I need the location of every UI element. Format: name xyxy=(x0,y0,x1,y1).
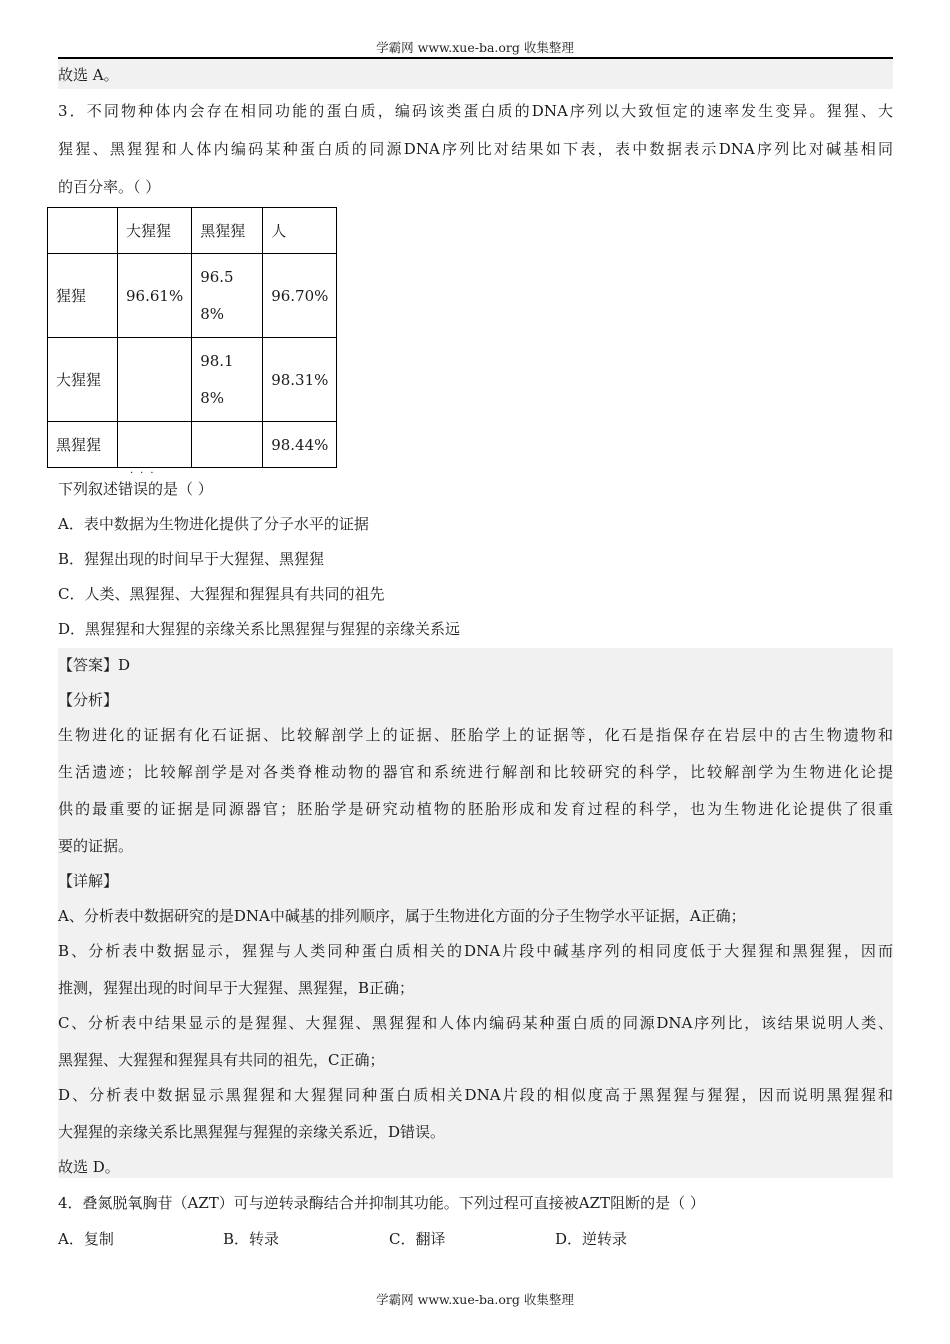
table-cell: 98.31% xyxy=(263,338,337,422)
q3-option-d: D．黑猩猩和大猩猩的亲缘关系比黑猩猩与猩猩的亲缘关系远 xyxy=(58,620,461,638)
table-row xyxy=(48,338,337,422)
table-row-label: 大猩猩 xyxy=(48,338,118,422)
table-cell: 96.70% xyxy=(263,254,337,338)
table-row xyxy=(48,254,337,338)
table-cell xyxy=(118,422,192,468)
prev-answer-shade xyxy=(58,59,893,89)
table-header-cell: 人 xyxy=(263,208,337,254)
analysis-line-4: 要的证据。 xyxy=(58,837,134,855)
table-row xyxy=(48,422,337,468)
q3-option-a: A．表中数据为生物进化提供了分子水平的证据 xyxy=(58,515,369,533)
table-row-label: 猩猩 xyxy=(48,254,118,338)
dna-comparison-table xyxy=(47,207,337,468)
table-header-cell: 黑猩猩 xyxy=(192,208,263,254)
analysis-title: 【分析】 xyxy=(58,691,119,709)
detail-line-a: A、分析表中数据研究的是DNA中碱基的排列顺序，属于生物进化方面的分子生物学水平证据，A正确； xyxy=(58,907,746,925)
table-header-cell xyxy=(48,208,118,254)
table-cell: 96.61% xyxy=(118,254,192,338)
table-row-label: 黑猩猩 xyxy=(48,422,118,468)
q4-stem: 4．叠氮脱氧胸苷（AZT）可与逆转录酶结合并抑制其功能。下列过程可直接被AZT阻断的是（ ） xyxy=(58,1194,705,1212)
detail-conclusion: 故选 D。 xyxy=(58,1158,120,1176)
page-header: 学霸网 www.xue-ba.org 收集整理 xyxy=(376,40,574,55)
table-cell xyxy=(118,338,192,422)
emphasis-dots: ··· xyxy=(130,468,161,479)
detail-line-c1: C、分析表中结果显示的是猩猩、大猩猩、黑猩猩和人体内编码某种蛋白质的同源DNA序列比，该结果说明人类、 xyxy=(58,1014,893,1032)
analysis-line-2: 生活遗迹；比较解剖学是对各类脊椎动物的器官和系统进行解剖和比较研究的科学，比较解剖学为生物进化论提 xyxy=(58,763,893,781)
table-cell: 98.44% xyxy=(263,422,337,468)
q3-option-c: C．人类、黑猩猩、大猩猩和猩猩具有共同的祖先 xyxy=(58,585,385,603)
table-header-cell: 大猩猩 xyxy=(118,208,192,254)
table-cell xyxy=(192,422,263,468)
q4-option-d: D．逆转录 xyxy=(555,1230,628,1248)
q3-stem-line-3: 的百分率。（ ） xyxy=(58,178,161,196)
detail-line-b2: 推测，猩猩出现的时间早于大猩猩、黑猩猩，B正确； xyxy=(58,979,415,997)
detail-title: 【详解】 xyxy=(58,872,119,890)
table-cell: 98.18% xyxy=(192,338,263,422)
analysis-line-3: 供的最重要的证据是同源器官；胚胎学是研究动植物的胚胎形成和发育过程的科学，也为生物进化论提供了很重 xyxy=(58,800,893,818)
q4-option-b: B．转录 xyxy=(223,1230,280,1248)
detail-line-d1: D、分析表中数据显示黑猩猩和大猩猩同种蛋白质相关DNA片段的相似度高于黑猩猩与猩猩，因而说明黑猩猩和 xyxy=(58,1086,893,1104)
q4-option-c: C．翻译 xyxy=(389,1230,446,1248)
q4-option-a: A．复制 xyxy=(58,1230,114,1248)
q3-option-b: B．猩猩出现的时间早于大猩猩、黑猩猩 xyxy=(58,550,325,568)
table-cell: 96.58% xyxy=(192,254,263,338)
q3-stem-line-2: 猩猩、黑猩猩和人体内编码某种蛋白质的同源DNA序列比对结果如下表，表中数据表示DNA序列比对碱基相同 xyxy=(58,140,893,158)
prev-answer: 故选 A。 xyxy=(58,66,119,84)
detail-line-b1: B、分析表中数据显示，猩猩与人类同种蛋白质相关的DNA片段中碱基序列的相同度低于大猩猩和黑猩猩，因而 xyxy=(58,942,893,960)
q3-prompt: 下列叙述错误的是（ ） xyxy=(58,480,213,498)
page-footer: 学霸网 www.xue-ba.org 收集整理 xyxy=(376,1292,574,1307)
q3-stem-line-1: 3．不同物种体内会存在相同功能的蛋白质，编码该类蛋白质的DNA序列以大致恒定的速率发生变异。猩猩、大 xyxy=(58,102,893,120)
detail-line-c2: 黑猩猩、大猩猩和猩猩具有共同的祖先，C正确； xyxy=(58,1051,385,1069)
detail-line-d2: 大猩猩的亲缘关系比黑猩猩与猩猩的亲缘关系近，D错误。 xyxy=(58,1123,446,1141)
analysis-line-1: 生物进化的证据有化石证据、比较解剖学上的证据、胚胎学上的证据等，化石是指保存在岩层中的古生物遗物和 xyxy=(58,726,893,744)
q3-answer: 【答案】D xyxy=(58,656,131,674)
table-header-row xyxy=(48,208,337,254)
